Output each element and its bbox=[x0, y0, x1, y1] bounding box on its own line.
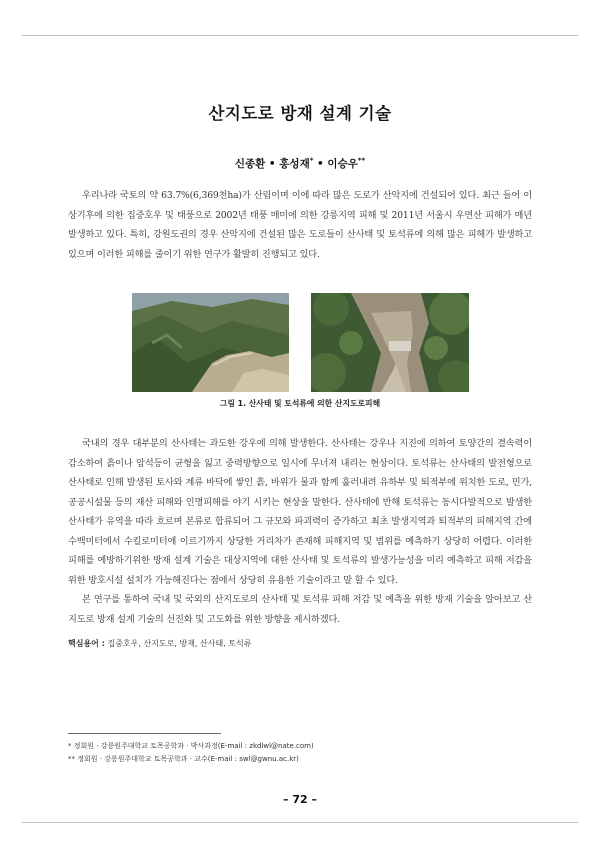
debris-flow-photo bbox=[311, 293, 469, 392]
keywords bbox=[68, 638, 251, 649]
top-rule bbox=[22, 35, 578, 36]
landslide-valley-photo-icon bbox=[132, 293, 289, 392]
figure-caption: 그림 1. 산사태 및 토석류에 의한 산지도로피해 bbox=[219, 399, 381, 408]
footnote-rule bbox=[68, 733, 221, 734]
keywords-label: 핵심용어 : bbox=[68, 639, 105, 648]
author-2: 홍성재 bbox=[279, 158, 310, 170]
bottom-rule bbox=[22, 822, 578, 823]
keywords-text: 집중호우, 산지도로, 방재, 산사태, 토석류 bbox=[104, 639, 252, 648]
page-number: – 72 – bbox=[283, 793, 317, 806]
author-3: 이승우 bbox=[327, 158, 358, 170]
author-separator-2: • bbox=[313, 158, 328, 170]
footnote-2: ** 정회원 · 강릉원주대학교 토목공학과 · 교수(E-mail : swl@gwnu.ac.kr) bbox=[68, 755, 299, 763]
paragraph-intro: 우리나라 국토의 약 63.7%(6,369천ha)가 산림이며 이에 따라 많은 도로가 산악지에 건설되어 있다. 최근 들어 이상기후에 의한 집중호우 및 태풍으로 2002년 태풍 매미에 의한 강릉지역 피해 및 2011년 서울시 우면산 피해가 매년 발생하고 있다. 특히, 강원도권의 경우 산악지에 건설된 많은 도로들이 산사태 및 토석류에 의해 많은 피해가 발생하고 있으며 이러한 피해를 줄이기 위한 연구가 활발히 진행되고 있다. bbox=[68, 190, 532, 260]
author-line bbox=[0, 156, 600, 171]
paper-title: 산지도로 방재 설계 기술 bbox=[208, 104, 392, 123]
paragraph-body: 국내의 경우 대부분의 산사태는 과도한 강우에 의해 발생한다. 산사태는 강우나 지진에 의하여 토양간의 결속력이 감소하여 흙이나 암석등이 균형을 잃고 중력방향으로 일시에 무너져 내리는 현상이다. 토석류는 산사태의 발전형으로 산사태로 인해 발생된 토사와 계류 바닥에 쌓인 흙, 바위가 물과 함께 흘러내려 유하부 및 퇴적부에 위치한 도로, 민가, 공공시설물 등의 재산 피해와 인명피해를 야기 시키는 현상을 말한다. 산사태에 반해 토석류는 동시다발적으로 발생한 산사태가 유역을 따라 흐르며 본류로 합류되어 그 규모와 파괴력이 증가하고 최초 발생지역과 퇴적부의 피해지역 간에 수백미터에서 수킬로미터에 이르기까지 상당한 거리차가 존재해 피해지역 및 범위를 예측하기 상당히 어렵다. 이러한 피해를 예방하기위한 방재 설계 기술은 대상지역에 대한 산사태 및 토석류의 발생가능성을 미리 예측하고 피해 저감을 위한 방호시설 설치가 가능해진다는 점에서 상당히 유용한 기술이라고 말 할 수 있다. bbox=[68, 438, 532, 586]
paragraph-purpose: 본 연구를 통하여 국내 및 국외의 산지도로의 산사태 및 토석류 피해 저감 및 예측을 위한 방재 기술을 알아보고 산지도로 방재 설계 기술의 선진화 및 고도화를 위한 방향을 제시하겠다. bbox=[68, 594, 532, 625]
debris-flow-photo-icon bbox=[311, 293, 469, 392]
author-separator-1: • bbox=[265, 158, 280, 170]
author-2-mark: * bbox=[309, 156, 314, 165]
footnote-1: * 정회원 · 강릉원주대학교 토목공학과 · 박사과정(E-mail : zkdlwl@nate.com) bbox=[68, 742, 314, 750]
landslide-valley-photo bbox=[132, 293, 289, 392]
author-3-mark: ** bbox=[357, 156, 366, 165]
author-1: 신종환 bbox=[234, 158, 266, 170]
